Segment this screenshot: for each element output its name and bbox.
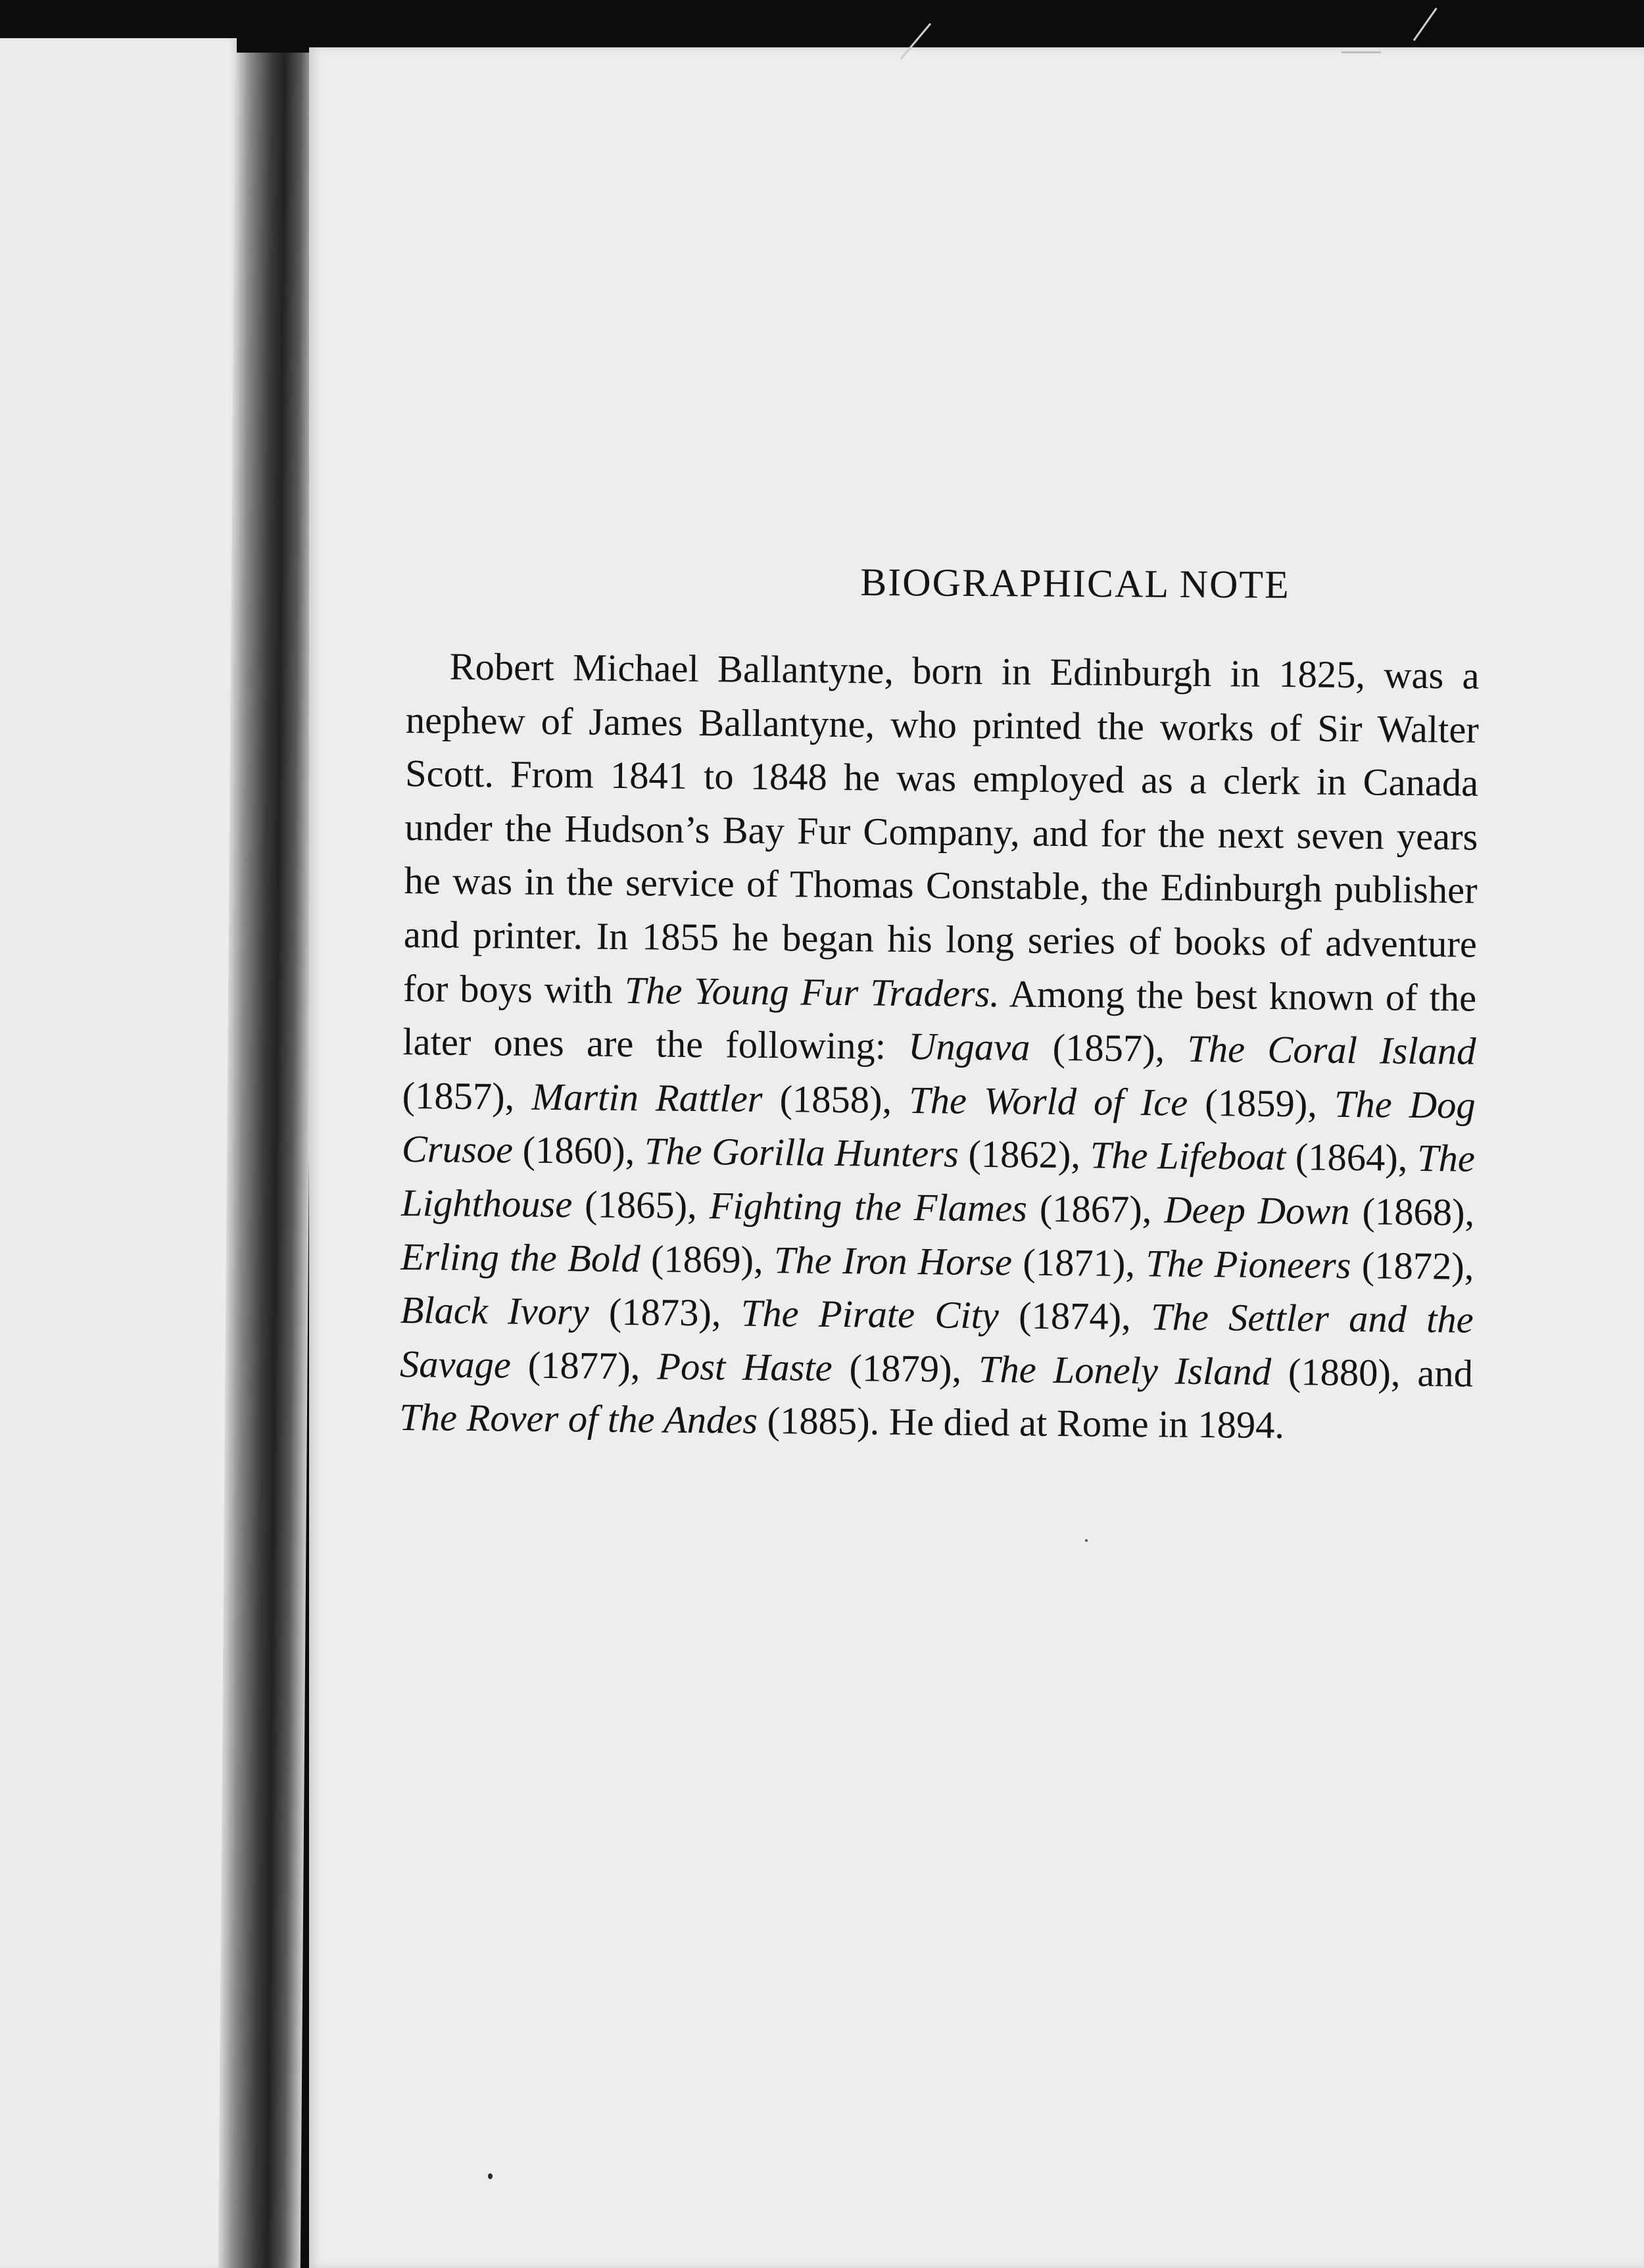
- book-title: Ungava: [907, 1025, 1030, 1069]
- book-year: (1880), and: [1270, 1350, 1474, 1395]
- book-year: (1867),: [1027, 1187, 1165, 1231]
- book-year: (1872),: [1351, 1243, 1474, 1288]
- scan-scratch: [1342, 51, 1381, 53]
- book-year: (1857),: [1030, 1025, 1188, 1070]
- book-title: The Gorilla Hunters: [644, 1129, 959, 1175]
- book-title: The Dog Crusoe: [401, 1082, 1476, 1171]
- book-page: [309, 47, 1644, 2268]
- book-year: (1859),: [1187, 1081, 1335, 1125]
- book-year: (1885).: [757, 1399, 880, 1443]
- works-list: [399, 1025, 1476, 1443]
- book-year: (1860),: [512, 1128, 645, 1173]
- biography-paragraph: [399, 639, 1480, 1454]
- book-year: (1869),: [640, 1237, 775, 1281]
- book-title: The Pioneers: [1146, 1241, 1351, 1287]
- book-year: (1865),: [571, 1183, 710, 1227]
- book-gutter: [218, 53, 318, 2268]
- paragraph-lead-in: Among the best known of the later ones are the following:: [402, 972, 1477, 1068]
- book-title: The Iron Horse: [773, 1238, 1013, 1283]
- left-page-edge: [0, 38, 237, 2268]
- book-year: (1873),: [589, 1290, 742, 1335]
- book-year: (1857),: [402, 1073, 532, 1118]
- scan-scratch: [1413, 7, 1438, 41]
- book-title: The Lifeboat: [1090, 1133, 1286, 1179]
- book-title: Fighting the Flames: [709, 1184, 1028, 1230]
- book-title: Martin Rattler: [531, 1075, 763, 1120]
- ink-speck: [488, 2173, 493, 2179]
- book-year: (1862),: [958, 1132, 1091, 1177]
- book-title: The Lonely Island: [978, 1347, 1272, 1393]
- ink-speck: [1085, 1539, 1088, 1542]
- book-title: Post Haste: [657, 1344, 833, 1389]
- book-title-first: The Young Fur Traders.: [624, 968, 1000, 1015]
- book-year: (1864),: [1285, 1135, 1418, 1180]
- paragraph-closing: He died at Rome in 1894.: [879, 1400, 1285, 1447]
- book-year: (1868),: [1349, 1189, 1475, 1234]
- book-title: Erling the Bold: [400, 1235, 641, 1280]
- book-title: The Coral Island: [1187, 1027, 1476, 1073]
- page-heading: BIOGRAPHICAL NOTE: [860, 560, 1290, 606]
- book-title: The Pirate City: [740, 1291, 1000, 1337]
- book-title: The Lighthouse: [400, 1137, 1476, 1226]
- book-title: The Rover of the Andes: [399, 1396, 758, 1442]
- paragraph-intro: Robert Michael Ballantyne, born in Edinburgh in 1825, was a nephew of James Ballantyne, who printed the works of Sir Walter Scott. From 1841 to 1848 he was employed as a clerk in Canada under the Hudson’s Bay Fur Company, and for the next seven years he was in the service of Thomas Constable, the Edinburgh publisher and printer. In 1855 he began his long series of books of adventure for boys with: [402, 645, 1480, 1012]
- book-year: (1877),: [510, 1343, 658, 1388]
- book-year: (1874),: [998, 1294, 1151, 1339]
- book-title: The World of Ice: [909, 1078, 1188, 1124]
- book-year: (1871),: [1011, 1240, 1146, 1285]
- book-title: Black Ivory: [400, 1289, 589, 1333]
- book-title: Deep Down: [1164, 1188, 1350, 1233]
- book-year: (1879),: [832, 1346, 979, 1391]
- book-title: The Settler and the Savage: [399, 1295, 1474, 1387]
- book-year: (1858),: [762, 1077, 909, 1122]
